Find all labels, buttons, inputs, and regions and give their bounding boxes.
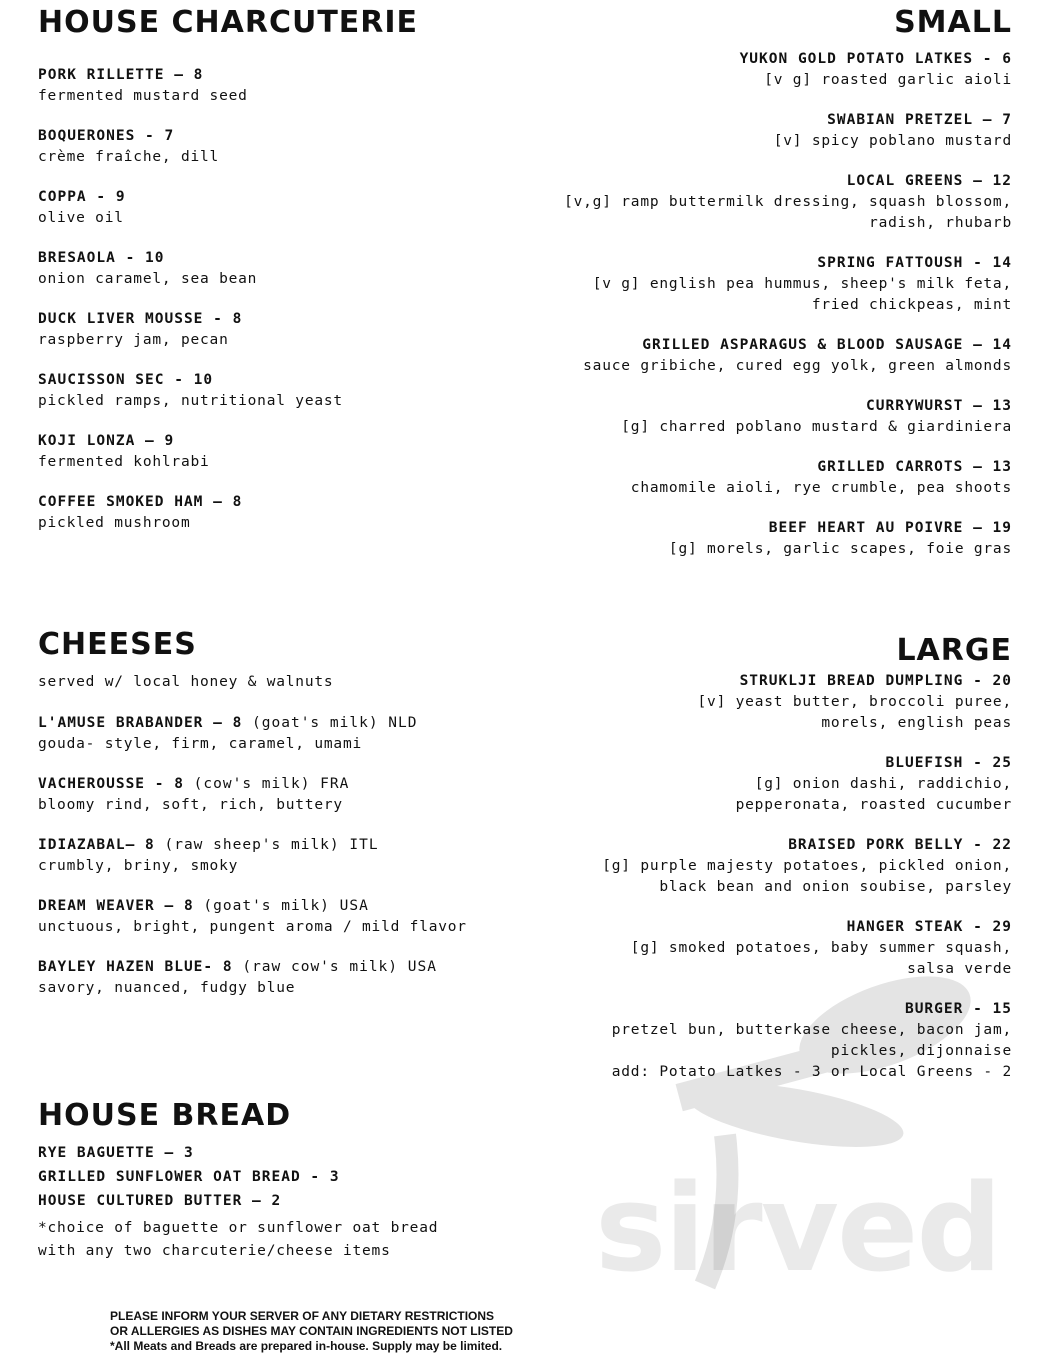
menu-item-name [602,998,1012,1020]
menu-item-name [564,170,1012,192]
menu-item [564,395,1012,438]
menu-item [602,752,1012,816]
menu-item [38,712,467,755]
menu-item-origin: (raw sheep's milk) ITL [154,836,379,853]
menu-item-title: LOCAL GREENS – 12 [846,172,1012,189]
charcuterie-section [38,4,418,552]
menu-item-title: BRESAOLA - 10 [38,249,165,266]
bread-heading: HOUSE BREAD [38,1098,292,1133]
menu-item-name [602,670,1012,692]
small-list [564,48,1012,560]
menu-item-description: olive oil [38,209,124,226]
menu-item-description: morels, english peas [821,714,1012,731]
menu-item [38,430,418,473]
menu-item [602,998,1012,1083]
bread-note-line: with any two charcuterie/cheese items [38,1242,391,1259]
large-list [602,670,1012,1083]
menu-item-name [38,369,418,391]
menu-item-name [38,186,418,208]
menu-item-description: pickles, dijonnaise [830,1042,1012,1059]
menu-item [564,334,1012,377]
bread-item: RYE BAGUETTE – 3 [38,1144,194,1161]
menu-item [602,670,1012,734]
menu-item-name [602,916,1012,938]
charcuterie-list [38,64,418,534]
menu-item-name [602,834,1012,856]
bread-section [38,1097,438,1263]
menu-item-description: onion caramel, sea bean [38,270,258,287]
footer-line: OR ALLERGIES AS DISHES MAY CONTAIN INGREDIENTS NOT LISTED [110,1324,513,1338]
menu-item-origin: (raw cow's milk) USA [232,958,437,975]
menu-item-description: black bean and onion soubise, parsley [659,878,1012,895]
menu-item-description: crumbly, briny, smoky [38,857,239,874]
menu-item [38,895,467,938]
menu-item-title: SAUCISSON SEC - 10 [38,371,214,388]
large-section [602,632,1012,1101]
menu-item-title: KOJI LONZA – 9 [38,432,175,449]
cheeses-note: served w/ local honey & walnuts [38,673,334,690]
menu-item-name [564,252,1012,274]
cheeses-section [38,626,467,1017]
menu-item-name [38,430,418,452]
menu-item-description: [v g] english pea hummus, sheep's milk feta, [592,275,1012,292]
menu-item [38,125,418,168]
menu-item [38,956,467,999]
watermark-text: sirved [595,1160,1001,1299]
menu-item [602,916,1012,980]
menu-item-description: pickled ramps, nutritional yeast [38,392,343,409]
dietary-notice [110,1309,513,1354]
menu-item-origin: (goat's milk) USA [193,897,369,914]
menu-item-description: sauce gribiche, cured egg yolk, green almonds [583,357,1012,374]
menu-item-title: GRILLED ASPARAGUS & BLOOD SAUSAGE – 14 [642,336,1012,353]
menu-item-description: unctuous, bright, pungent aroma / mild flavor [38,918,467,935]
menu-item-title: BOQUERONES - 7 [38,127,175,144]
menu-item-title: SPRING FATTOUSH - 14 [817,254,1012,271]
footer-line: PLEASE INFORM YOUR SERVER OF ANY DIETARY RESTRICTIONS [110,1309,495,1323]
menu-item-title: IDIAZABAL– 8 [38,836,155,853]
menu-item [564,456,1012,499]
menu-item-origin: (goat's milk) NLD [242,714,418,731]
menu-item-name [564,456,1012,478]
menu-item-description: fermented kohlrabi [38,453,210,470]
menu-item-origin: (cow's milk) FRA [183,775,350,792]
menu-item-description: salsa verde [907,960,1012,977]
menu-item-title: BEEF HEART AU POIVRE – 19 [768,519,1012,536]
menu-item-title: L'AMUSE BRABANDER – 8 [38,714,243,731]
menu-item-title: GRILLED CARROTS – 13 [817,458,1012,475]
menu-item-name [38,895,467,917]
footer-line: *All Meats and Breads are prepared in-house. Supply may be limited. [110,1339,503,1353]
bread-item: GRILLED SUNFLOWER OAT BREAD - 3 [38,1168,340,1185]
menu-item [38,834,467,877]
small-heading: SMALL [894,5,1012,40]
menu-item-title: SWABIAN PRETZEL – 7 [827,111,1012,128]
menu-item-title: BAYLEY HAZEN BLUE- 8 [38,958,233,975]
menu-item-name [38,308,418,330]
menu-item-description: crème fraîche, dill [38,148,220,165]
menu-item [38,491,418,534]
menu-item-description: [g] onion dashi, raddichio, [754,775,1012,792]
menu-item-description: chamomile aioli, rye crumble, pea shoots [630,479,1012,496]
menu-item-title: COFFEE SMOKED HAM – 8 [38,493,243,510]
menu-item-description: [g] morels, garlic scapes, foie gras [668,540,1012,557]
menu-item-name [38,247,418,269]
menu-item-title: PORK RILLETTE – 8 [38,66,204,83]
menu-item [602,834,1012,898]
menu-item-name [564,517,1012,539]
menu-item-name [564,395,1012,417]
menu-item-description: [g] purple majesty potatoes, pickled onion, [602,857,1012,874]
bread-note-line: *choice of baguette or sunflower oat bread [38,1219,439,1236]
menu-item-title: DUCK LIVER MOUSSE - 8 [38,310,243,327]
menu-item-title: BLUEFISH - 25 [885,754,1012,771]
menu-item [38,773,467,816]
large-heading: LARGE [896,633,1012,668]
menu-item [564,109,1012,152]
menu-item [38,64,418,107]
menu-item [564,252,1012,316]
menu-item [564,48,1012,91]
menu-item-description: add: Potato Latkes - 3 or Local Greens - 2 [611,1063,1012,1080]
menu-item [564,517,1012,560]
menu-item-description: [v] yeast butter, broccoli puree, [697,693,1012,710]
menu-item-description: fried chickpeas, mint [811,296,1012,313]
menu-item-description: radish, rhubarb [869,214,1012,231]
menu-item [38,247,418,290]
menu-item [38,369,418,412]
menu-item-name [38,712,467,734]
menu-item-description: [v,g] ramp buttermilk dressing, squash blossom, [564,193,1012,210]
cheeses-list [38,712,467,999]
bread-item: HOUSE CULTURED BUTTER – 2 [38,1192,282,1209]
menu-item-description: savory, nuanced, fudgy blue [38,979,296,996]
menu-item-description: gouda- style, firm, caramel, umami [38,735,363,752]
menu-item [564,170,1012,234]
menu-item [38,186,418,229]
menu-item-name [38,956,467,978]
menu-item-title: BURGER - 15 [904,1000,1012,1017]
charcuterie-heading: HOUSE CHARCUTERIE [38,5,419,40]
menu-item-description: pretzel bun, butterkase cheese, bacon jam, [611,1021,1012,1038]
small-section [564,4,1012,578]
menu-item-name [564,109,1012,131]
menu-item-title: CURRYWURST – 13 [866,397,1012,414]
menu-item-name [38,64,418,86]
menu-item-description: [g] smoked potatoes, baby summer squash, [630,939,1012,956]
menu-item-name [564,48,1012,70]
menu-item-title: YUKON GOLD POTATO LATKES - 6 [739,50,1012,67]
menu-item-title: HANGER STEAK - 29 [846,918,1012,935]
cheeses-heading: CHEESES [38,627,197,662]
menu-item [38,308,418,351]
menu-item-name [38,773,467,795]
menu-item-title: VACHEROUSSE - 8 [38,775,184,792]
menu-item-name [602,752,1012,774]
menu-item-description: bloomy rind, soft, rich, buttery [38,796,343,813]
menu-item-name [38,491,418,513]
menu-item-description: [v g] roasted garlic aioli [764,71,1012,88]
menu-item-name [38,834,467,856]
menu-item-description: [v] spicy poblano mustard [773,132,1012,149]
menu-item-description: pepperonata, roasted cucumber [735,796,1012,813]
menu-item-title: DREAM WEAVER – 8 [38,897,194,914]
menu-item-description: [g] charred poblano mustard & giardiniera [621,418,1012,435]
menu-item-description: pickled mushroom [38,514,191,531]
menu-item-description: fermented mustard seed [38,87,248,104]
menu-item-name [38,125,418,147]
menu-item-description: raspberry jam, pecan [38,331,229,348]
menu-item-title: COPPA - 9 [38,188,126,205]
menu-item-name [564,334,1012,356]
menu-item-title: BRAISED PORK BELLY - 22 [788,836,1012,853]
menu-item-title: STRUKLJI BREAD DUMPLING - 20 [739,672,1012,689]
